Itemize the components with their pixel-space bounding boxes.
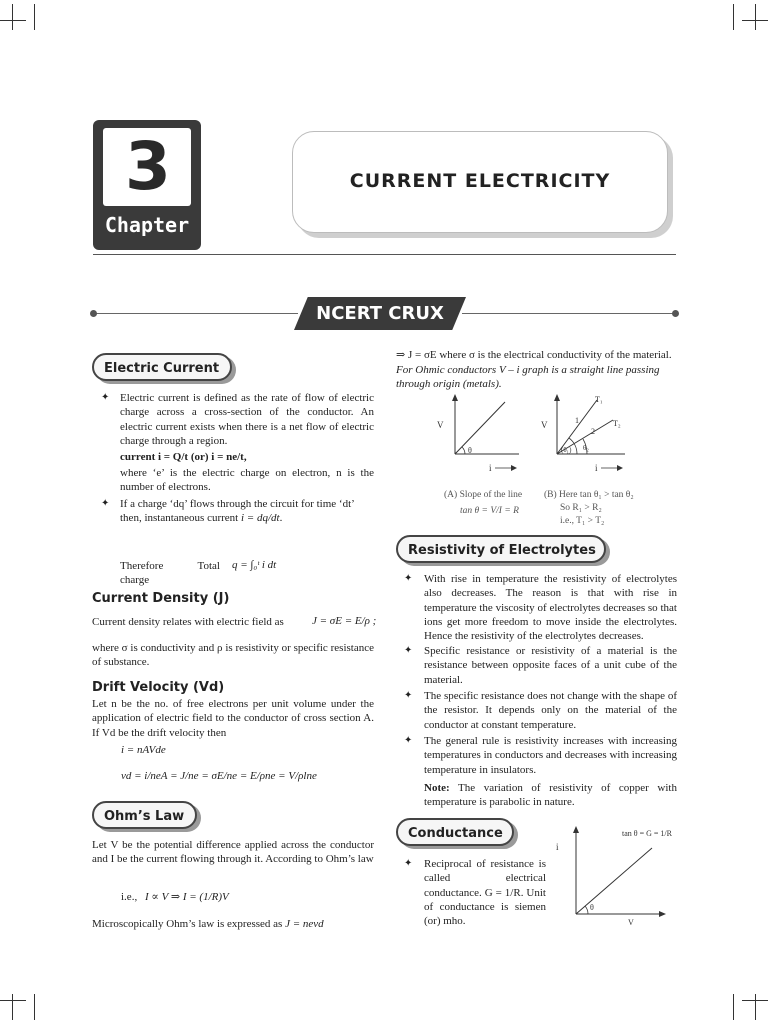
conductivity-note: where σ is conductivity and ρ is resistivity or specific resistance of substance. — [92, 642, 374, 669]
total-charge-eq: q = ∫₀ᵗ i dt — [232, 559, 277, 571]
ohms-law-eq: I ∝ V ⇒ I = (1/R)V — [145, 891, 229, 903]
bullet-icon: ✦ — [404, 573, 413, 584]
bullet-icon: ✦ — [404, 690, 413, 701]
chapter-title: CURRENT ELECTRICITY — [349, 170, 611, 192]
svg-text:θ: θ — [590, 903, 594, 912]
microscopic-ohm-eq: J = nevd — [285, 918, 324, 930]
chapter-label: Chapter — [104, 213, 190, 237]
bullet-icon: ✦ — [101, 392, 110, 403]
bullet-icon: ✦ — [404, 858, 413, 869]
graph-b-caption: (B) Here tan θ₁ > tan θ₂ — [544, 490, 634, 500]
graph-a-caption: (A) Slope of the line — [444, 490, 523, 500]
current-formula: current i = Q/t (or) i = ne/t, — [120, 451, 247, 463]
crux-dot-left — [90, 310, 97, 317]
total-charge-label: Therefore Total charge — [120, 560, 220, 587]
svg-text:θ₂: θ₂ — [583, 444, 589, 452]
svg-text:(θ₁): (θ₁) — [561, 446, 572, 454]
crux-line-right — [462, 313, 676, 314]
graph-b-line3: i.e., T₁ > T₂ — [560, 516, 605, 526]
graph-b — [533, 392, 643, 478]
arrow-up-icon — [554, 394, 560, 401]
resistivity-point-1: With rise in temperature the resistivity of electrolytes also decreases. The reason is that with rise in temperature the viscosity of electrolytes decreases so that ions get more freedom to move inside the electrolytes. Hence the resistivity of the electrolytes decreases. — [424, 573, 677, 643]
svg-text:T₁: T₁ — [595, 395, 603, 404]
svg-text:1: 1 — [575, 416, 579, 425]
arrow-right-icon — [511, 465, 517, 471]
svg-text:V: V — [541, 420, 548, 430]
ohms-ie-label: i.e., — [121, 891, 138, 903]
heading-resistivity: Resistivity of Electrolytes — [396, 535, 606, 563]
conductance-text: Reciprocal of resistance is called electrical conductance. G = 1/R. Unit of conductance is siemen (or) mho. — [424, 858, 546, 928]
ohms-law-text: Let V be the potential difference applied across the conductor and I be the current flowing through it. According to Ohm’s law — [92, 839, 374, 866]
current-density-text: Current density relates with electric field as — [92, 616, 284, 628]
drift-eq-2: vd = i/neA = J/ne = σE/ne = E/ρne = V/ρlne — [121, 770, 317, 782]
svg-text:T₂: T₂ — [613, 419, 621, 428]
arrow-up-icon — [573, 826, 579, 833]
svg-text:V: V — [628, 918, 634, 927]
svg-text:i: i — [595, 463, 598, 473]
graph-b-line2: So R₁ > R₂ — [560, 503, 602, 513]
ohmic-conductor-note: For Ohmic conductors V – i graph is a straight line passing through origin (metals). — [396, 364, 660, 391]
heading-ohms-law: Ohm’s Law — [92, 801, 197, 829]
arrow-up-icon — [452, 394, 458, 401]
arrow-right-icon — [659, 911, 666, 917]
electron-charge-note: where ‘e’ is the electric charge on electron, n is the number of electrons. — [120, 467, 374, 494]
crux-title: NCERT CRUX — [316, 303, 444, 324]
resistivity-note: Note: The variation of resistivity of copper with temperature is parabolic in nature. — [424, 782, 677, 809]
graph-a — [425, 392, 525, 478]
microscopic-ohm-text: Microscopically Ohm’s law is expressed as J = nevd — [92, 918, 324, 930]
current-density-eq: J = σE = E/ρ ; — [312, 615, 377, 627]
svg-text:2: 2 — [591, 427, 595, 436]
graph-a-v-label: V — [437, 420, 444, 430]
conductance-line — [576, 848, 652, 914]
instantaneous-current-text: If a charge ‘dq’ flows through the circuit for time ‘dt’ then, instantaneous current i = dq/dt. — [120, 498, 354, 525]
heading-drift-velocity: Drift Velocity (Vd) — [92, 680, 225, 695]
crux-line-left — [93, 313, 298, 314]
drift-eq-1: i = nAVde — [121, 744, 166, 756]
divider — [93, 254, 676, 255]
conductivity-relation: ⇒ J = σE where σ is the electrical conductivity of the material. — [396, 349, 672, 361]
graph-a-i-label: i — [489, 463, 492, 473]
arrow-right-icon — [617, 465, 623, 471]
chapter-number: 3 — [125, 128, 169, 205]
bullet-icon: ✦ — [404, 645, 413, 656]
heading-current-density: Current Density (J) — [92, 591, 230, 606]
resistivity-point-2: Specific resistance or resistivity of a material is the resistance between opposite faces of a unit cube of the material. — [424, 645, 677, 686]
graph-a-theta: θ — [468, 446, 472, 455]
heading-conductance: Conductance — [396, 818, 514, 846]
conductance-graph-label: tan θ = G = 1/R — [622, 829, 672, 838]
graph-a-line — [455, 402, 505, 454]
resistivity-point-3: The specific resistance does not change with the shape of the resistor. It depends only on the material of the conductor at constant temperature. — [424, 690, 677, 731]
crux-dot-right — [672, 310, 679, 317]
bullet-icon: ✦ — [404, 735, 413, 746]
bullet-icon: ✦ — [101, 498, 110, 509]
resistivity-point-4: The general rule is resistivity increases with increasing temperatures in conductors and decreases with increasing temperature in insulators. — [424, 735, 677, 776]
svg-text:i: i — [556, 842, 559, 852]
instantaneous-current-eq: i = dq/dt — [240, 512, 280, 525]
heading-electric-current: Electric Current — [92, 353, 232, 381]
drift-velocity-text: Let n be the no. of free electrons per unit volume under the application of electric field to the conductor of cross section A. If Vd be the drift velocity then — [92, 698, 374, 739]
electric-current-definition: Electric current is defined as the rate of flow of electric charge across a cross-section of the conductor. An electric current exists when there is a net flow of electric charge through a region. — [120, 392, 374, 447]
graph-a-eq: tan θ = V/I = R — [460, 506, 519, 516]
